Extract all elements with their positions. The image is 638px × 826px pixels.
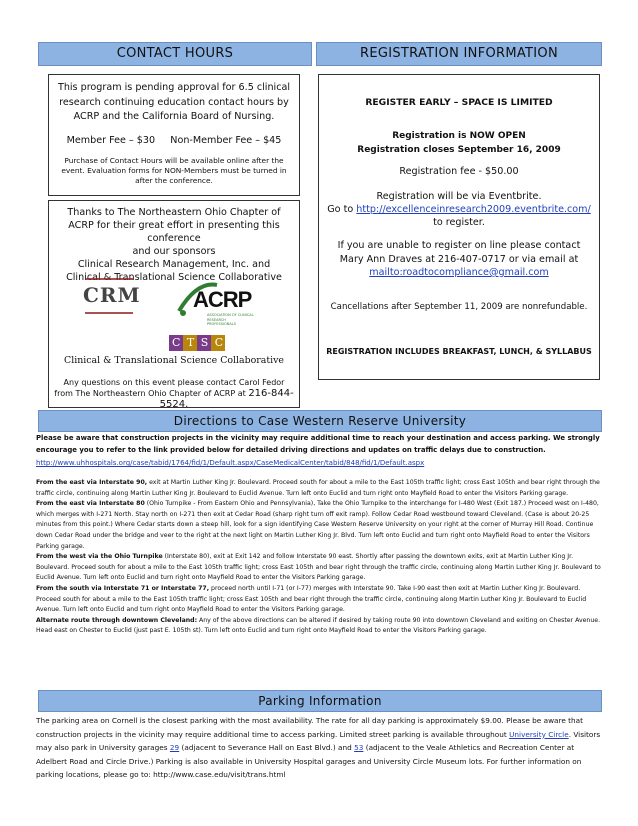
contact-phone: 216-844-5524. — [159, 388, 294, 410]
contact-hours-header: CONTACT HOURS — [38, 42, 312, 66]
uh-directions-link[interactable]: http://www.uhhospitals.org/case/tabid/1764/fid/1/Default.aspx/CaseMedicalCenter/tabid/848/fid/1/Default.aspx — [36, 459, 425, 467]
fees-row — [49, 135, 299, 146]
parking-body — [36, 714, 602, 782]
registration-via: Registration will be via Eventbrite. — [376, 191, 542, 202]
route-east-i90: From the east via Interstate 90, exit at Martin Luther King Jr. Boulevard. Proceed south for about a mile to the East 105th traffic light; cross East 105th and bear right through the traffic circle, continuing along Martin Luther King Jr. Boulevard to Euclid Avenue. Turn left onto Euclid and turn right onto Mayfield Road to enter the Visitors Parking garage. — [36, 479, 600, 497]
sponsor-thanks: Thanks to The Northeastern Ohio Chapter of ACRP for their great effort in presenting this conference — [67, 207, 281, 244]
sponsor-1: Clinical Research Management, Inc. and — [77, 259, 271, 270]
registration-open: Registration is NOW OPEN — [392, 131, 526, 141]
eventbrite-link[interactable]: http://excellenceinresearch2009.eventbrite.com/ — [356, 204, 591, 215]
registration-box — [318, 74, 600, 380]
unable-to-register: If you are unable to register on line please contact Mary Ann Draves at 216-407-0717 or via email at mailto:roadtocompliance@gmail.com — [337, 240, 581, 278]
parking-header: Parking Information — [38, 690, 602, 712]
route-south-i71-i77: From the south via Interstate 71 or Interstate 77, proceed north until I-71 (or I-77) merges with Interstate 90. Take I-90 east then exit at Martin Luther King Jr. Boulevard. Proceed south for about a mile to the East 105th traffic light; cross East 105th and bear right through the traffic circle, continuing along Martin Luther King Jr. Boulevard to Euclid Avenue. Turn left onto Euclid and turn right onto Mayfield Road to enter the Visitors Parking garage. — [36, 584, 587, 614]
contact-hours-box — [48, 74, 300, 196]
university-circle-link[interactable]: University Circle — [509, 729, 569, 739]
register-early: REGISTER EARLY – SPACE IS LIMITED — [365, 97, 553, 108]
acrp-logo: ACRP ASSOCIATION OF CLINICAL RESEARCH PROFESSIONALS — [177, 281, 257, 325]
sponsor-and: and our sponsors — [132, 246, 216, 257]
registration-includes: REGISTRATION INCLUDES BREAKFAST, LUNCH, & SYLLABUS — [326, 346, 592, 356]
directions-header: Directions to Case Western Reserve University — [38, 410, 602, 432]
cancellations: Cancellations after September 11, 2009 are nonrefundable. — [330, 301, 588, 312]
registration-closes: Registration closes September 16, 2009 — [357, 145, 561, 155]
construction-warning: Please be aware that construction projects in the vicinity may require additional time to reach your destination and access parking. We strongly encourage you to refer to the link provided below for detailed driving directions and updates on traffic delays due to construction. — [36, 434, 600, 454]
crm-logo: CRM — [83, 283, 141, 307]
ctsc-logo: CTSC — [167, 333, 227, 353]
ctsc-caption: Clinical & Translational Science Collaborative — [64, 355, 284, 366]
garage-53-link[interactable]: 53 — [354, 743, 364, 752]
route-east-i80: From the east via Interstate 80 (Ohio Turnpike - From Eastern Ohio and Pennsylvania), Take the Ohio Turnpike to the interchange for I-480 West (Exit 187.) Proceed west on I-480, which merges with I-271 North. Stay north on I-271 then exit at Cedar Road (sharp right turn off exit ramp). Follow Cedar Road westbound toward Cleveland. (Case is about 20-25 minutes from this point.) Where Cedar starts down a steep hill, look for a sign identifying Case Western Reserve University on your right at the corner of Murray Hill Road. Continue down Cedar Road under the bridge and veer to the right at the next light on Martin Luther King Jr. Blvd. Turn left onto Euclid and turn right onto Mayfield Road to enter the Visitors Parking garage. — [36, 500, 599, 550]
approval-text: This program is pending approval for 6.5 clinical research continuing education contact hours by ACRP and the California Board of Nursing. — [57, 82, 291, 122]
route-alternate-downtown: Alternate route through downtown Cleveland: Any of the above directions can be altered if desired by taking route 90 into downtown Cleveland and exiting on Chester Avenue. Head east on Chester to Euclid (just past E. 105th st). Turn left onto Euclid and turn right onto Mayfield Road to enter the Visitors Parking garage. — [36, 616, 601, 635]
registration-link-line: Go to http://excellenceinresearch2009.eventbrite.com/ to register. — [327, 204, 591, 228]
parking-text: The parking area on Cornell is the closest parking with the most availability. The rate for all day parking is approximately $9.00. Please be aware that construction projects in the vicinity may require additional time to access parking. Limited street parking is available throughout University Circle. Visitors may also park in University garages 29 (adjacent to Severance Hall on East Blvd.) and 53 (adjacent to the Veale Athletics and Recreation Center at Adelbert Road and Circle Drive.) Parking is also available in University Hospital garages and University Circle Museum lots. For further information on parking locations, please go to: http://www.case.edu/visit/trans.html — [36, 716, 601, 779]
email-link[interactable]: mailto:roadtocompliance@gmail.com — [369, 267, 549, 278]
purchase-note: Purchase of Contact Hours will be available online after the event. Evaluation forms for NON-Members must be turned in after the conference. — [61, 155, 287, 185]
directions-body — [36, 432, 602, 637]
registration-fee: Registration fee - $50.00 — [399, 166, 519, 177]
sponsors-box — [48, 200, 300, 408]
member-fee: Member Fee – $30 — [66, 134, 156, 146]
registration-header: REGISTRATION INFORMATION — [316, 42, 602, 66]
route-west-turnpike: From the west via the Ohio Turnpike (Interstate 80), exit at Exit 142 and follow Interstate 90 east. Shortly after passing the downtown exits, exit at Martin Luther King Jr. Boulevard. Proceed south for about a mile to the East 105th traffic light; cross East 105th and bear right through the traffic circle, continuing along Martin Luther King Jr. Boulevard to Euclid Avenue. Turn left onto Euclid and turn right onto Mayfield Road to enter the Visitors Parking garage. — [36, 553, 601, 582]
garage-29-link[interactable]: 29 — [169, 743, 180, 752]
sponsor-2: Clinical & Translational Science Collaborative — [66, 272, 282, 283]
non-member-fee: Non-Member Fee – $45 — [170, 134, 282, 146]
questions-text: Any questions on this event please contact Carol Fedor from The Northeastern Ohio Chapter of ACRP at 216-844-5524. — [54, 378, 294, 410]
